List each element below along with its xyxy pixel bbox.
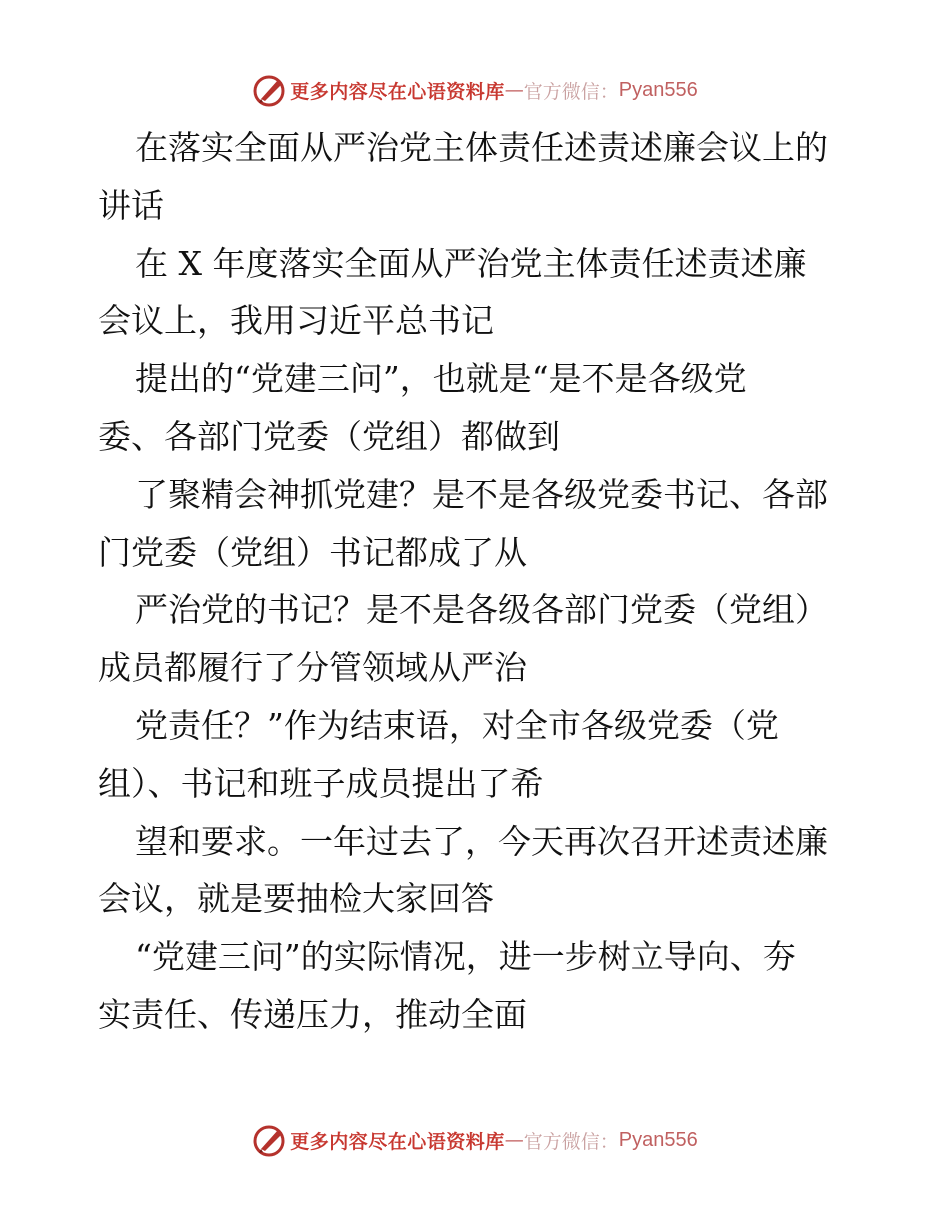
paragraph-line: 门党委（党组）书记都成了从 (98, 532, 527, 572)
paragraph-line: 会议上，我用习近平总书记 (98, 301, 494, 341)
watermark-official-label: 官方微信： (523, 1130, 619, 1153)
watermark-lead-text: 更多内容尽在心语资料库 (290, 80, 505, 103)
watermark-wechat-id: Pyan556 (618, 78, 698, 101)
paragraph-line: 在 X 年度落实全面从严治党主体责任述责述廉 (135, 243, 807, 283)
watermark-official-label: 官方微信： (523, 80, 619, 103)
paragraph-line: 委、各部门党委（党组）都做到 (98, 416, 560, 456)
paragraph-line: 严治党的书记？是不是各级各部门党委（党组） (135, 590, 828, 630)
paragraph-line: 提出的“党建三问”，也就是“是不是各级党 (135, 359, 747, 399)
paragraph-line: 了聚精会神抓党建？是不是各级党委书记、各部 (135, 474, 828, 514)
document-body (98, 119, 858, 1044)
footer-watermark (0, 1120, 950, 1160)
watermark-wechat-id: Pyan556 (618, 1128, 698, 1151)
header-watermark (0, 70, 950, 110)
paragraph-line: “党建三问”的实际情况，进一步树立导向、夯 (135, 937, 796, 977)
watermark-separator: — (504, 79, 524, 101)
paragraph-line: 会议，就是要抽检大家回答 (98, 879, 494, 919)
pen-logo-icon (252, 1122, 288, 1158)
paragraph-line: 望和要求。一年过去了，今天再次召开述责述廉 (135, 821, 828, 861)
paragraph-line: 成员都履行了分管领域从严治 (98, 648, 527, 688)
paragraph-line: 党责任？”作为结束语，对全市各级党委（党 (135, 705, 779, 745)
title-line-2: 讲话 (98, 185, 164, 225)
title-line-1: 在落实全面从严治党主体责任述责述廉会议上的 (135, 128, 828, 167)
pen-logo-icon (252, 72, 288, 108)
watermark-lead-text: 更多内容尽在心语资料库 (290, 1130, 505, 1153)
paragraph-line: 组）、书记和班子成员提出了希 (98, 763, 544, 803)
paragraph-line: 实责任、传递压力，推动全面 (98, 994, 527, 1034)
watermark-separator: — (504, 1129, 524, 1151)
